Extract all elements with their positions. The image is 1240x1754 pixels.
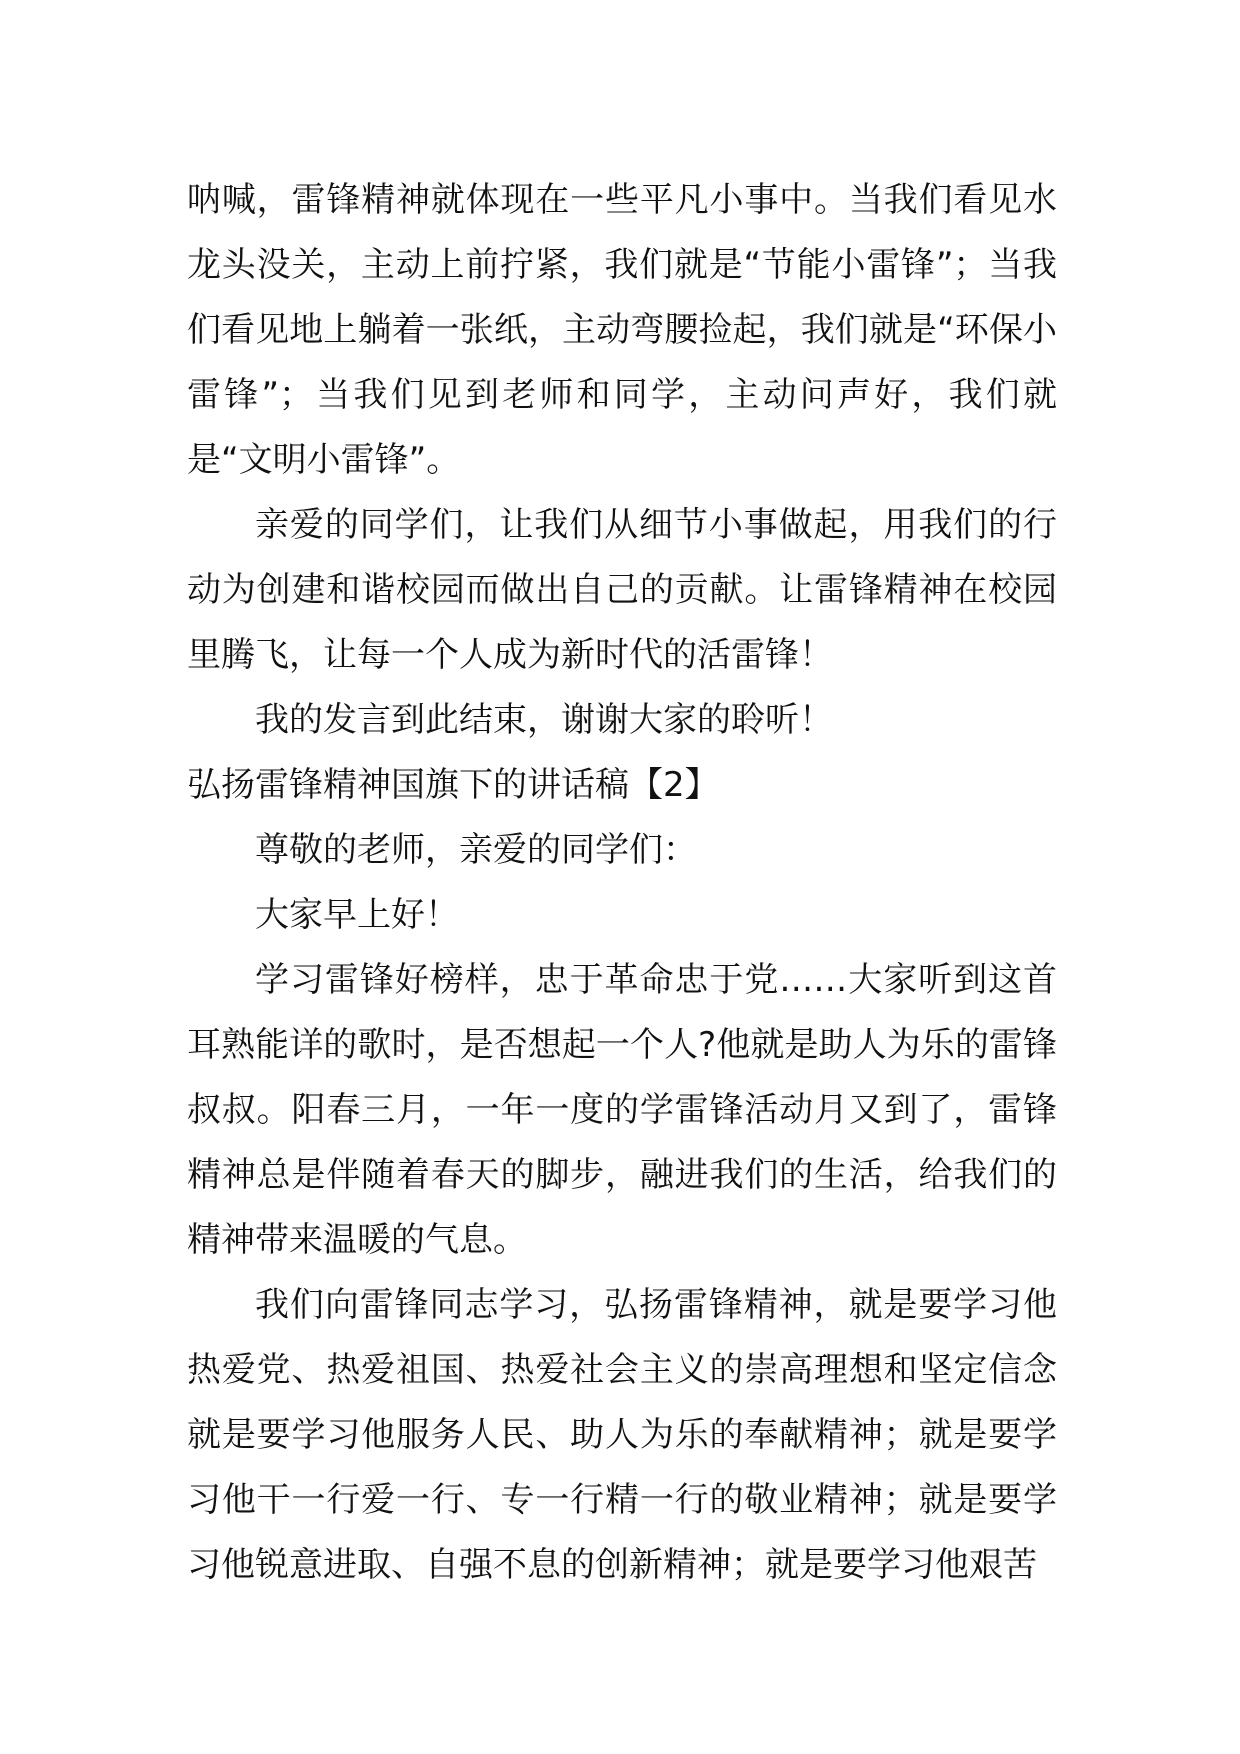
paragraph-salutation: 尊敬的老师，亲爱的同学们： <box>255 830 697 870</box>
document-body <box>187 168 1057 1598</box>
paragraph-song-intro: 学习雷锋好榜样，忠于革命忠于党……大家听到这首耳熟能详的歌时，是否想起一个人?他就是助人为乐的雷锋叔叔。阳春三月，一年一度的学雷锋活动月又到了，雷锋精神总是伴随着春天的脚步，融进我们的生活，给我们的精神带来温暖的气息。 <box>187 960 1057 1260</box>
paragraph-call-to-action: 亲爱的同学们，让我们从细节小事做起，用我们的行动为创建和谐校园而做出自己的贡献。让雷锋精神在校园里腾飞，让每一个人成为新时代的活雷锋！ <box>187 505 1057 675</box>
section-heading-speech-2: 弘扬雷锋精神国旗下的讲话稿【2】 <box>187 765 719 805</box>
paragraph-leifeng-small-deeds: 呐喊，雷锋精神就体现在一些平凡小事中。当我们看见水龙头没关，主动上前拧紧，我们就是“节能小雷锋”；当我们看见地上躺着一张纸，主动弯腰捡起，我们就是“环保小雷锋”；当我们见到老师和同学，主动问声好，我们就是“文明小雷锋”。 <box>187 180 1057 480</box>
paragraph-learn-from-leifeng: 我们向雷锋同志学习，弘扬雷锋精神，就是要学习他热爱党、热爱祖国、热爱社会主义的崇高理想和坚定信念就是要学习他服务人民、助人为乐的奉献精神；就是要学习他干一行爱一行、专一行精一行的敬业精神；就是要学习他锐意进取、自强不息的创新精神；就是要学习他艰苦 <box>187 1285 1057 1585</box>
paragraph-closing-thanks: 我的发言到此结束，谢谢大家的聆听！ <box>255 700 833 740</box>
paragraph-greeting: 大家早上好！ <box>255 895 459 935</box>
